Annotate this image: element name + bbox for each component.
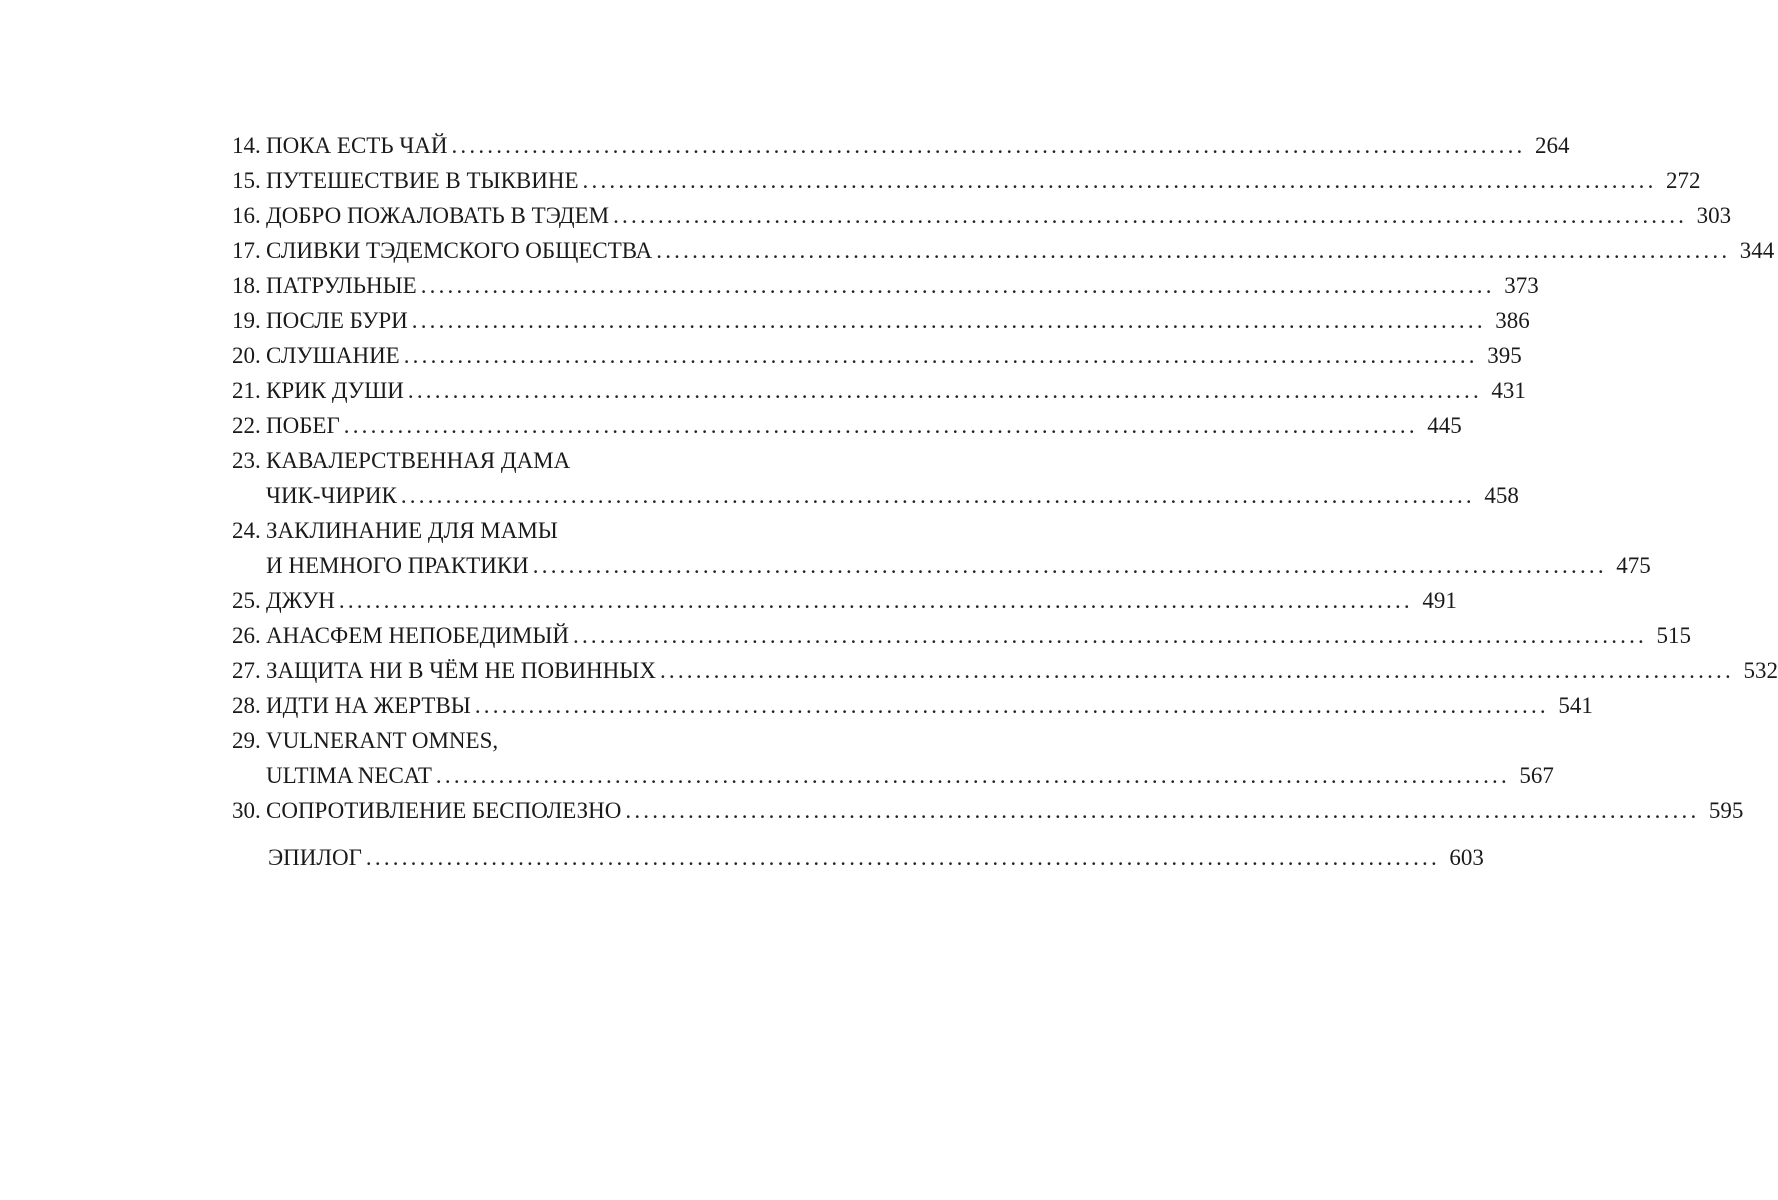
toc-entry-epilogue[interactable] bbox=[232, 840, 1484, 875]
toc-entry-title: ПОКА ЕСТЬ ЧАЙ bbox=[266, 133, 448, 158]
toc-entry-page: 541 bbox=[1558, 693, 1593, 718]
toc-entry-title: ПУТЕШЕСТВИЕ В ТЫКВИНЕ bbox=[266, 168, 579, 193]
toc-entry-page: 445 bbox=[1427, 413, 1462, 438]
toc-entry-page: 431 bbox=[1491, 378, 1526, 403]
toc-entry-title: АНАСФЕМ НЕПОБЕДИМЫЙ bbox=[266, 623, 569, 648]
dot-leader: ........................................................................................................................ bbox=[613, 203, 1688, 228]
toc-entry-page: 491 bbox=[1422, 588, 1457, 613]
toc-entry[interactable] bbox=[232, 583, 1457, 618]
toc-entry[interactable] bbox=[232, 303, 1530, 338]
toc-entries bbox=[232, 128, 1778, 828]
table-of-contents bbox=[232, 128, 1778, 875]
toc-entry-page: 395 bbox=[1487, 343, 1522, 368]
toc-entry[interactable] bbox=[232, 653, 1778, 688]
toc-entry[interactable] bbox=[232, 793, 1744, 828]
toc-entry-page: 303 bbox=[1696, 203, 1732, 228]
toc-entry[interactable] bbox=[232, 688, 1593, 723]
toc-entry-page: 458 bbox=[1484, 483, 1519, 508]
toc-entry-page: 567 bbox=[1519, 763, 1554, 788]
dot-leader: ........................................................................................................................ bbox=[407, 378, 1482, 403]
dot-leader: ........................................................................................................................ bbox=[625, 798, 1700, 823]
toc-entry[interactable] bbox=[232, 128, 1570, 163]
toc-entry-number: 21. bbox=[232, 378, 261, 403]
toc-entry-number: 17. bbox=[232, 238, 261, 263]
toc-entry-number: 20. bbox=[232, 343, 261, 368]
toc-entry-number: 27. bbox=[232, 658, 261, 683]
dot-leader: ........................................................................................................................ bbox=[338, 588, 1413, 613]
toc-entry-title: ПАТРУЛЬНЫЕ bbox=[266, 273, 417, 298]
toc-entry-title: СЛИВКИ ТЭДЕМСКОГО ОБЩЕСТВА bbox=[266, 238, 653, 263]
toc-entry-number: 30. bbox=[232, 798, 261, 823]
toc-entry-title: ЧИК-ЧИРИК bbox=[266, 483, 397, 508]
toc-entry-page: 344 bbox=[1739, 238, 1775, 263]
toc-entry-page: 515 bbox=[1656, 623, 1691, 648]
toc-entry-number: 16. bbox=[232, 203, 261, 228]
dot-leader: ........................................................................................................................ bbox=[573, 623, 1647, 648]
toc-entry-title: ДЖУН bbox=[266, 588, 335, 613]
toc-entry-number: 24. bbox=[232, 518, 261, 543]
toc-entry-title: ЗАКЛИНАНИЕ ДЛЯ МАМЫ bbox=[266, 518, 558, 543]
toc-entry-page: 272 bbox=[1666, 168, 1701, 193]
toc-entry-title: И НЕМНОГО ПРАКТИКИ bbox=[266, 553, 529, 578]
toc-entry-number: 22. bbox=[232, 413, 261, 438]
toc-entry-number: 19. bbox=[232, 308, 261, 333]
toc-entry-number: 14. bbox=[232, 133, 261, 158]
dot-leader: ........................................................................................................................ bbox=[400, 483, 1475, 508]
dot-leader: ........................................................................................................................ bbox=[420, 273, 1495, 298]
toc-entry-title: КАВАЛЕРСТВЕННАЯ ДАМА bbox=[266, 448, 571, 473]
toc-entry-title: СОПРОТИВЛЕНИЕ БЕСПОЛЕЗНО bbox=[266, 798, 622, 823]
toc-entry-page: 373 bbox=[1504, 273, 1539, 298]
toc-entry[interactable] bbox=[232, 408, 1462, 443]
dot-leader: ........................................................................................................................ bbox=[411, 308, 1486, 333]
toc-entry-number: 29. bbox=[232, 728, 261, 753]
toc-entry-title: ИДТИ НА ЖЕРТВЫ bbox=[266, 693, 471, 718]
toc-entry[interactable] bbox=[232, 233, 1775, 268]
toc-entry[interactable] bbox=[232, 723, 1554, 793]
dot-leader: ........................................................................................................................ bbox=[582, 168, 1657, 193]
toc-entry-number: 18. bbox=[232, 273, 261, 298]
toc-entry[interactable] bbox=[232, 198, 1732, 233]
toc-entry-title: ЭПИЛОГ bbox=[268, 845, 362, 870]
toc-entry[interactable] bbox=[232, 268, 1539, 303]
dot-leader: ........................................................................................................................ bbox=[474, 693, 1549, 718]
toc-entry[interactable] bbox=[232, 618, 1691, 653]
toc-entry-number: 26. bbox=[232, 623, 261, 648]
toc-entry-title: СЛУШАНИЕ bbox=[266, 343, 400, 368]
toc-entry-title: ПОСЛЕ БУРИ bbox=[266, 308, 408, 333]
dot-leader: ........................................................................................................................ bbox=[403, 343, 1478, 368]
toc-entry[interactable] bbox=[232, 163, 1701, 198]
toc-entry-number: 28. bbox=[232, 693, 261, 718]
toc-entry-title: ПОБЕГ bbox=[266, 413, 340, 438]
dot-leader: ........................................................................................................................ bbox=[532, 553, 1607, 578]
dot-leader: ........................................................................................................................ bbox=[451, 133, 1526, 158]
toc-entry[interactable] bbox=[232, 373, 1526, 408]
toc-entry-title: VULNERANT OMNES, bbox=[266, 728, 499, 753]
toc-entry-number: 15. bbox=[232, 168, 261, 193]
toc-entry[interactable] bbox=[232, 338, 1522, 373]
toc-entry-number: 25. bbox=[232, 588, 261, 613]
toc-entry-title: КРИК ДУШИ bbox=[266, 378, 404, 403]
toc-entry-page: 475 bbox=[1616, 553, 1651, 578]
toc-entry-page: 264 bbox=[1534, 133, 1570, 158]
toc-entry-page: 595 bbox=[1708, 798, 1744, 823]
toc-entry-number: 23. bbox=[232, 448, 261, 473]
dot-leader: ........................................................................................................................ bbox=[435, 763, 1510, 788]
toc-entry-title: ЗАЩИТА НИ В ЧЁМ НЕ ПОВИННЫХ bbox=[266, 658, 656, 683]
toc-entry-title: ULTIMA NECAT bbox=[266, 763, 432, 788]
toc-entry-title: ДОБРО ПОЖАЛОВАТЬ В ТЭДЕМ bbox=[266, 203, 610, 228]
dot-leader: ........................................................................................................................ bbox=[656, 238, 1731, 263]
dot-leader: ........................................................................................................................ bbox=[343, 413, 1418, 438]
toc-entry[interactable] bbox=[232, 443, 1519, 513]
dot-leader: ........................................................................................................................ bbox=[659, 658, 1734, 683]
toc-entry[interactable] bbox=[232, 513, 1651, 583]
toc-entry-page: 532 bbox=[1743, 658, 1778, 683]
toc-entry-page: 603 bbox=[1449, 845, 1484, 870]
dot-leader: ........................................................................................................................ bbox=[365, 845, 1440, 870]
toc-entry-page: 386 bbox=[1495, 308, 1530, 333]
